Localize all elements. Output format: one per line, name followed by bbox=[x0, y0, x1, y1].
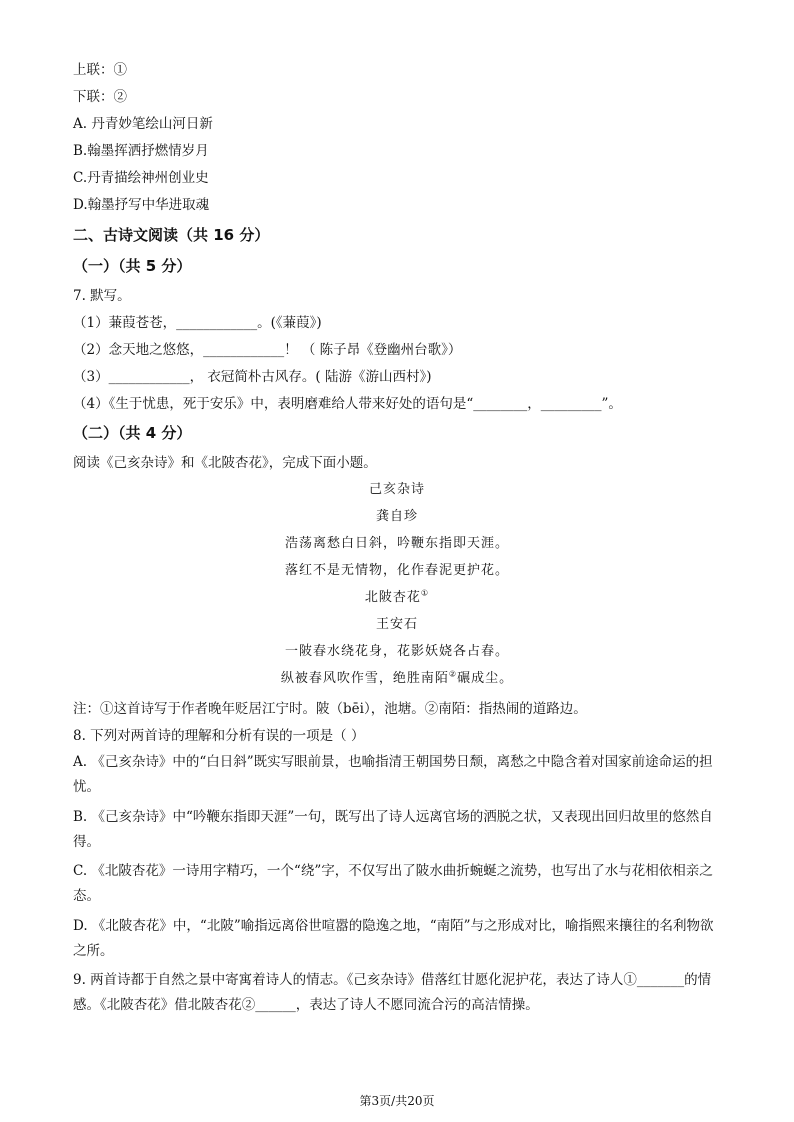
question-7-item-3: （3）____________， 衣冠简朴古风存。( 陆游《游山西村》) bbox=[73, 369, 432, 385]
poem-2-title-note: ① bbox=[420, 588, 430, 598]
question-8-option-a: A. 《己亥杂诗》中的“白日斜”既实写眼前景，也喻指清王朝国势日颓，离愁之中隐含着对国家前途命运的担忧。 bbox=[73, 754, 713, 795]
poem-2-line-2-note: ② bbox=[448, 669, 458, 679]
poem-1-line-1: 浩荡离愁白日斜，吟鞭东指即天涯。 bbox=[284, 536, 509, 551]
poem-2-title: 北陂杏花 bbox=[364, 590, 421, 605]
part-two-heading: （二）（共 4 分） bbox=[73, 424, 192, 442]
lower-couplet-label: 下联：② bbox=[73, 89, 127, 105]
poem-2-line-2 bbox=[0, 669, 794, 689]
upper-couplet-label: 上联：① bbox=[73, 62, 127, 78]
question-8-option-b: B. 《己亥杂诗》中“吟鞭东指即天涯”一句，既写出了诗人远离官场的洒脱之状，又表现出回归故里的悠然自得。 bbox=[73, 809, 713, 850]
question-7-item-2: （2）念天地之悠悠，____________！ （ 陈子昂《登幽州台歌》） bbox=[73, 342, 462, 358]
poem-2-line-2-part-a: 纵被春风吹作雪，绝胜南陌 bbox=[280, 671, 449, 686]
question-7-item-4: （4）《生于忧患，死于安乐》中，表明磨难给人带来好处的语句是“________，_________”。 bbox=[73, 396, 622, 412]
poem-2-line-2-part-b: 碾成尘。 bbox=[457, 671, 514, 686]
section-heading: 二、古诗文阅读（共 16 分） bbox=[73, 226, 270, 244]
option-c: C.丹青描绘神州创业史 bbox=[73, 170, 209, 186]
question-7-stem: 7. 默写。 bbox=[73, 288, 131, 304]
poem-2-author: 王安石 bbox=[375, 617, 418, 632]
poem-2-line-1: 一陂春水绕花身，花影妖娆各占春。 bbox=[284, 644, 509, 659]
page-number: 第3页/共20页 bbox=[359, 1094, 435, 1108]
poem-notes: 注：①这首诗写于作者晚年贬居江宁时。陂（bēi），池塘。②南陌：指热闹的道路边。 bbox=[73, 701, 587, 717]
poem-1-author: 龚自珍 bbox=[375, 509, 418, 524]
question-7-item-1: （1）蒹葭苍苍，____________。(《蒹葭》) bbox=[73, 315, 322, 331]
question-8-option-c: C. 《北陂杏花》一诗用字精巧，一个“绕”字，不仅写出了陂水曲折蜿蜒之流势，也写出了水与花相依相亲之态。 bbox=[73, 863, 713, 904]
option-d: D.翰墨抒写中华进取魂 bbox=[73, 197, 210, 213]
question-9: 9. 两首诗都于自然之景中寄寓着诗人的情志。《己亥杂诗》借落红甘愿化泥护花，表达了诗人①_______的情感。《北陂杏花》借北陂杏花②______，表达了诗人不愿同流合污的高洁情操。 bbox=[73, 972, 712, 1013]
question-8-option-d: D. 《北陂杏花》中，“北陂”喻指远离俗世喧嚣的隐逸之地，“南陌”与之形成对比，喻指熙来攘往的名利物欲之所。 bbox=[73, 918, 714, 959]
poem-1-line-2: 落红不是无情物，化作春泥更护花。 bbox=[284, 563, 509, 578]
option-a: A. 丹青妙笔绘山河日新 bbox=[73, 116, 213, 132]
poem-1-title: 己亥杂诗 bbox=[368, 482, 425, 497]
question-8-stem: 8. 下列对两首诗的理解和分析有误的一项是（ ） bbox=[73, 728, 365, 744]
part-one-heading: （一）（共 5 分） bbox=[73, 257, 192, 275]
poem-2-title-row bbox=[0, 588, 794, 608]
reading-intro: 阅读《己亥杂诗》和《北陂杏花》，完成下面小题。 bbox=[73, 455, 377, 471]
option-b: B.翰墨挥洒抒燃情岁月 bbox=[73, 143, 209, 159]
